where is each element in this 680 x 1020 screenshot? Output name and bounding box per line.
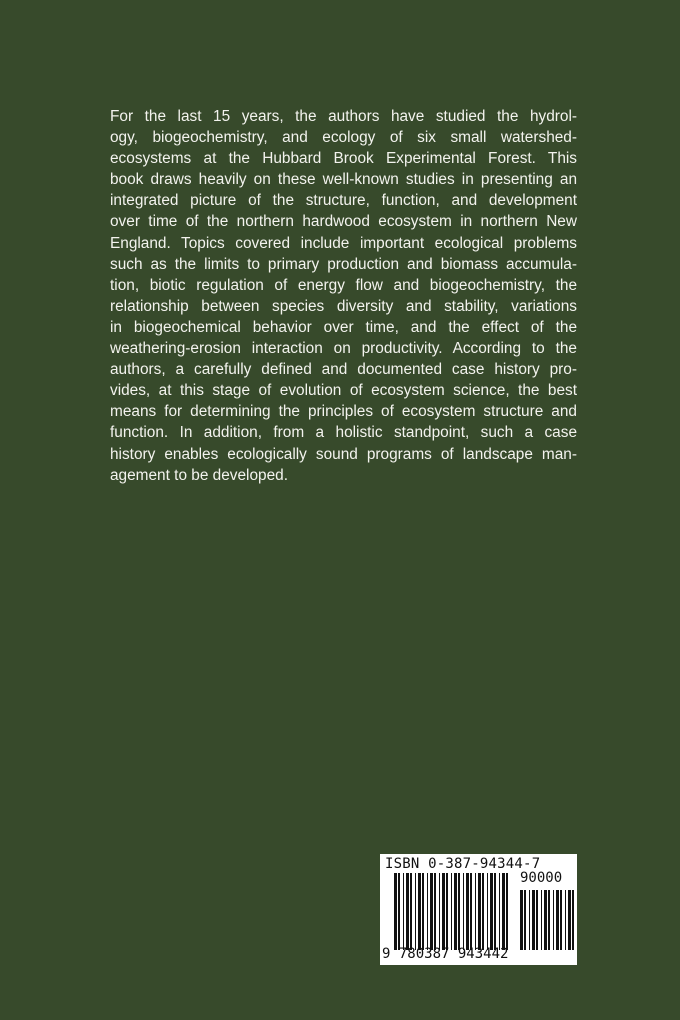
barcode-bar (430, 873, 433, 950)
barcode-bar (544, 890, 547, 950)
blurb-line: in biogeochemical behavior over time, and the effect of the (110, 318, 577, 336)
blurb-line: integrated picture of the structure, function, and development (110, 192, 577, 210)
blurb-line: such as the limits to primary production and biomass accumula- (110, 255, 577, 273)
blurb-line: tion, biotic regulation of energy flow and biogeochemistry, the (110, 276, 577, 294)
barcode-bar (394, 873, 397, 950)
barcode-bar (418, 873, 421, 950)
barcode-bar (475, 873, 476, 950)
barcode-bar (532, 890, 535, 950)
barcode-bar (427, 873, 428, 950)
barcode-bar (403, 873, 404, 950)
barcode-bar (406, 873, 409, 950)
barcode-bar (434, 873, 436, 950)
blurb-line: over time of the northern hardwood ecosystem in northern New (110, 213, 577, 231)
blurb-line: authors, a carefully defined and documented case history pro- (110, 361, 577, 379)
barcode-bar (502, 873, 505, 950)
barcode-bar (568, 890, 571, 950)
blurb-line: For the last 15 years, the authors have studied the hydrol- (110, 108, 577, 125)
blurb-line: means for determining the principles of ecosystem structure and (110, 403, 577, 421)
blurb-line: England. Topics covered include important ecological problems (110, 234, 577, 252)
blurb-line: ogy, biogeochemistry, and ecology of six small watershed- (110, 129, 577, 147)
barcode-bar (442, 873, 445, 950)
barcode-bar (506, 873, 508, 950)
barcode-bar (556, 890, 559, 950)
price-code: 90000 (520, 870, 563, 886)
barcode-bar (560, 890, 562, 950)
barcode-bar (487, 873, 488, 950)
barcode-bar (410, 873, 412, 950)
barcode-bar (478, 873, 481, 950)
barcode-bar (499, 873, 500, 950)
blurb-line: agement to be developed. (110, 466, 288, 484)
barcode-bar (415, 873, 416, 950)
blurb-line: book draws heavily on these well-known studies in presenting an (110, 171, 577, 189)
barcode-bar (439, 873, 440, 950)
ean-digits: 9 780387 943442 (382, 946, 509, 962)
blurb-line: relationship between species diversity and stability, variations (110, 297, 577, 315)
barcode-bar (494, 873, 496, 950)
barcode-bar (470, 873, 472, 950)
barcode-bar (565, 890, 566, 950)
blurb-line: weathering-erosion interaction on productivity. According to the (110, 340, 577, 358)
barcode-bar (553, 890, 554, 950)
barcode-bar (463, 873, 464, 950)
blurb-line: ecosystems at the Hubbard Brook Experimental Forest. This (110, 150, 577, 168)
barcode-bar (572, 890, 574, 950)
barcode-bar (466, 873, 469, 950)
barcode-bar (451, 873, 452, 950)
barcode-bar (482, 873, 484, 950)
blurb-line: function. In addition, from a holistic standpoint, such a case (110, 424, 577, 442)
barcode-bar (524, 890, 526, 950)
isbn-number: ISBN 0-387-94344-7 (385, 856, 541, 872)
barcode-bar (548, 890, 550, 950)
barcode-bar (398, 873, 400, 950)
blurb-line: history enables ecologically sound programs of landscape man- (110, 445, 577, 463)
barcode-bar (446, 873, 448, 950)
isbn-barcode (380, 854, 577, 965)
barcode-bar (536, 890, 538, 950)
blurb-line: vides, at this stage of evolution of ecosystem science, the best (110, 382, 577, 400)
barcode-bar (520, 890, 523, 950)
barcode-bar (458, 873, 460, 950)
barcode-bar (422, 873, 424, 950)
barcode-bar (454, 873, 457, 950)
barcode-bar (529, 890, 530, 950)
back-cover-blurb (110, 106, 577, 486)
barcode-bar (490, 873, 493, 950)
barcode-bar (541, 890, 542, 950)
